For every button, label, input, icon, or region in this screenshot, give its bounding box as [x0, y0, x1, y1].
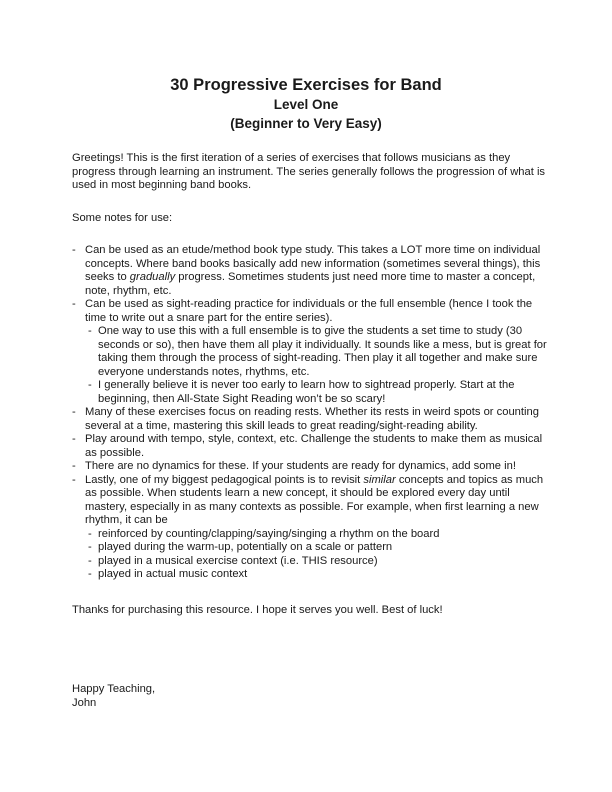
signature-block	[72, 683, 155, 710]
list-item: - Many of these exercises focus on reading rests. Whether its rests in weird spots or counting several at a time, mastering this skill leads to great reading/sight-reading ability.	[72, 406, 539, 432]
list-item: - Lastly, one of my biggest pedagogical points is to revisit similar concepts and topics as much as possible. When students learn a new concept, it should be explored every day until mastery, especially in as many contexts as possible. For example, when first learning a new rhythm, it can be - reinforced by counting/clapping/saying/singing a rhythm on the board - played during the warm-up, potentially on a scale or pattern - played in a musical exercise context (i.e. THIS resource) - played in actual music context	[72, 474, 550, 582]
bullet-dash: -	[72, 244, 76, 256]
sub-list-item: - played in a musical exercise context (i.e. THIS resource)	[88, 554, 378, 567]
notes-heading: Some notes for use:	[72, 211, 173, 224]
list-item: - Can be used as sight-reading practice for individuals or the full ensemble (hence I took the time to write out a snare part for the entire series). - One way to use this with a full ensemble is to give the students a set time to study (30 seconds or so), then have them all play it individually. It sounds like a mess, but is great for taking them through the process of sight-reading. Then play it all together and make sure everyone understands notes, rhythms, etc. - I generally believe it is never too early to learn how to sightread properly. Start at the beginning, then All-State Sight Reading won’t be so scary!	[72, 298, 550, 406]
sub-list	[88, 325, 550, 406]
bullet-dash: -	[72, 473, 76, 486]
list-item: - Can be used as an etude/method book type study. This takes a LOT more time on individual concepts. Where band books basically add new information (sometimes several things), this seeks to gradually progress. Sometimes students just need more time to master a concept, note, rhythm, etc.	[72, 244, 541, 297]
sub-list-item: - played during the warm-up, potentially on a scale or pattern	[88, 541, 393, 553]
sub-list-item: - reinforced by counting/clapping/saying/singing a rhythm on the board	[88, 527, 440, 540]
bullet-dash: -	[72, 298, 76, 310]
document-body	[72, 152, 550, 617]
document-difficulty: (Beginner to Very Easy)	[230, 116, 382, 131]
bullet-dash: -	[88, 568, 92, 580]
list-item: - There are no dynamics for these. If your students are ready for dynamics, add some in!	[72, 460, 516, 472]
emphasis-text: gradually	[129, 271, 176, 283]
list-item: - Play around with tempo, style, context, etc. Challenge the students to make them as musical as possible.	[72, 433, 543, 459]
sub-list-item: - One way to use this with a full ensemble is to give the students a set time to study (30 seconds or so), then have them all play it individually. It sounds like a mess, but is great for taking them through the process of sight-reading. Then play it all together and make sure everyone understands notes, rhythms, etc.	[88, 325, 547, 378]
sub-list	[88, 528, 550, 582]
thanks-paragraph: Thanks for purchasing this resource. I hope it serves you well. Best of luck!	[72, 603, 443, 616]
sub-list-item: - played in actual music context	[88, 568, 248, 580]
emphasis-text: similar	[363, 473, 396, 486]
bullet-dash: -	[88, 554, 92, 567]
closing-line: Happy Teaching,	[72, 683, 156, 695]
bullet-dash: -	[88, 527, 92, 540]
intro-paragraph: Greetings! This is the first iteration of a series of exercises that follows musicians as they progress through learning an instrument. The series generally follows the progression of what is used in most beginning band books.	[72, 152, 546, 191]
sub-list-item: - I generally believe it is never too early to learn how to sightread properly. Start at the beginning, then All-State Sight Reading won’t be so scary!	[88, 379, 515, 405]
document-title: 30 Progressive Exercises for Band	[170, 76, 442, 94]
notes-list	[72, 244, 550, 582]
bullet-dash: -	[88, 325, 92, 337]
document-level: Level One	[273, 97, 339, 112]
author-name: John	[72, 696, 97, 709]
bullet-dash: -	[72, 406, 76, 418]
bullet-dash: -	[88, 541, 92, 553]
bullet-dash: -	[88, 379, 92, 391]
bullet-dash: -	[72, 433, 76, 445]
bullet-dash: -	[72, 460, 76, 472]
